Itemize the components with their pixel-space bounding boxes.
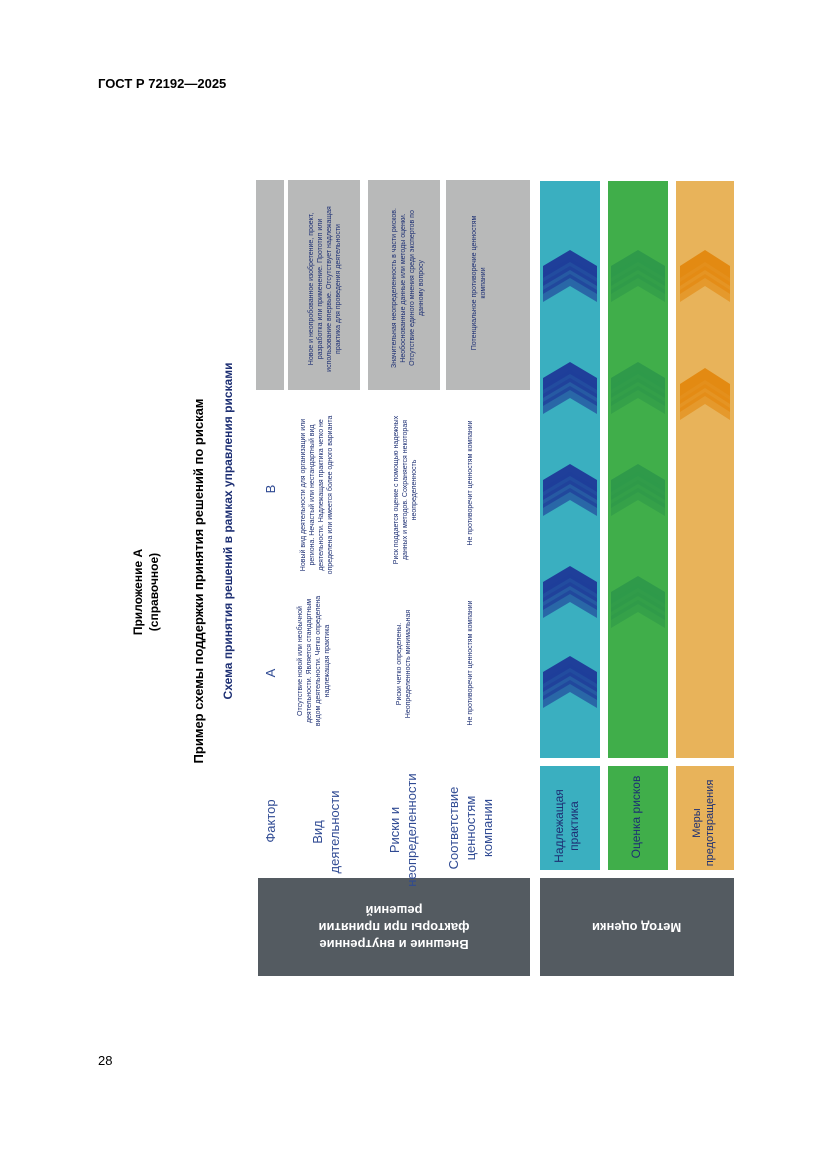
row-label-activity [309,787,349,877]
cell-c-activity: Новое и неопробованное изобретение, проект, разработка или применение. Прототип или использование впервые. Отсутствует надлежащая практика для проведения деятельности [308,206,342,372]
page-title: Пример схемы поддержки принятия решений по рискам [191,398,206,764]
method-label-practice: Надлежащая практика [552,789,581,863]
external-factors-box [258,878,530,976]
column-c-header-bg [256,180,284,390]
cell-b-activity: Новый вид деятельности для организации или региона. Нечастый или нестандартный вид деятельности. Надлежащая практика четко не определена или имеется более одного варианта [300,415,334,575]
cell-c-values: Потенциальное противоречие ценностям компании [471,215,487,351]
band-risk-assessment [608,181,668,758]
row-label-risks [386,770,426,890]
band-practice [540,181,600,758]
method-label-risk-assessment: Оценка рисков [629,775,643,859]
method-box [540,878,734,976]
row-label-values-text: Соответствие ценностям компании [446,786,495,870]
cell-a-values: Не противоречит ценностям компании [466,600,474,726]
cell-b-risks: Риск поддается оценке с помощью надежных данных и методов. Сохраняется некоторая неопределенность [392,415,418,565]
row-label-values [445,773,505,883]
row-label-factor: Фактор [263,799,278,843]
page-number: 28 [98,1053,113,1068]
column-header-b: B [263,484,278,494]
row-label-activity-text: Вид деятельности [310,790,342,874]
appendix-line1: Приложение А [131,548,145,636]
row-label-risks-text: Риски и неопределенности [387,773,419,887]
cell-a-activity: Отсутствие новой или необычной деятельности. Является стандартным видом деятельности. Четко определена надлежащая практика [297,595,331,727]
band-precaution [676,181,734,758]
cell-c-risks: Значительная неопределенность в части рисков. Необоснованные данные или методы оценки. Отсутствие единого мнения среди экспертов по данному вопросу [391,208,425,368]
cell-a-risks: Риски четко определены. Неопределенность минимальная [396,609,412,719]
column-header-a: A [263,668,278,678]
scheme-title: Схема принятия решений в рамках управления рисками [221,362,235,700]
appendix-line2: (справочное) [147,552,161,632]
method-label-precaution: Меры предотвращения [691,779,716,867]
appendix-heading [130,472,170,712]
document-header: ГОСТ Р 72192—2025 [98,76,227,91]
cell-b-values: Не противоречит ценностям компании [466,420,474,546]
external-factors-label: Внешние и внутренние факторы при принятии решений [318,902,470,952]
method-label: Метод оценки [592,919,682,935]
